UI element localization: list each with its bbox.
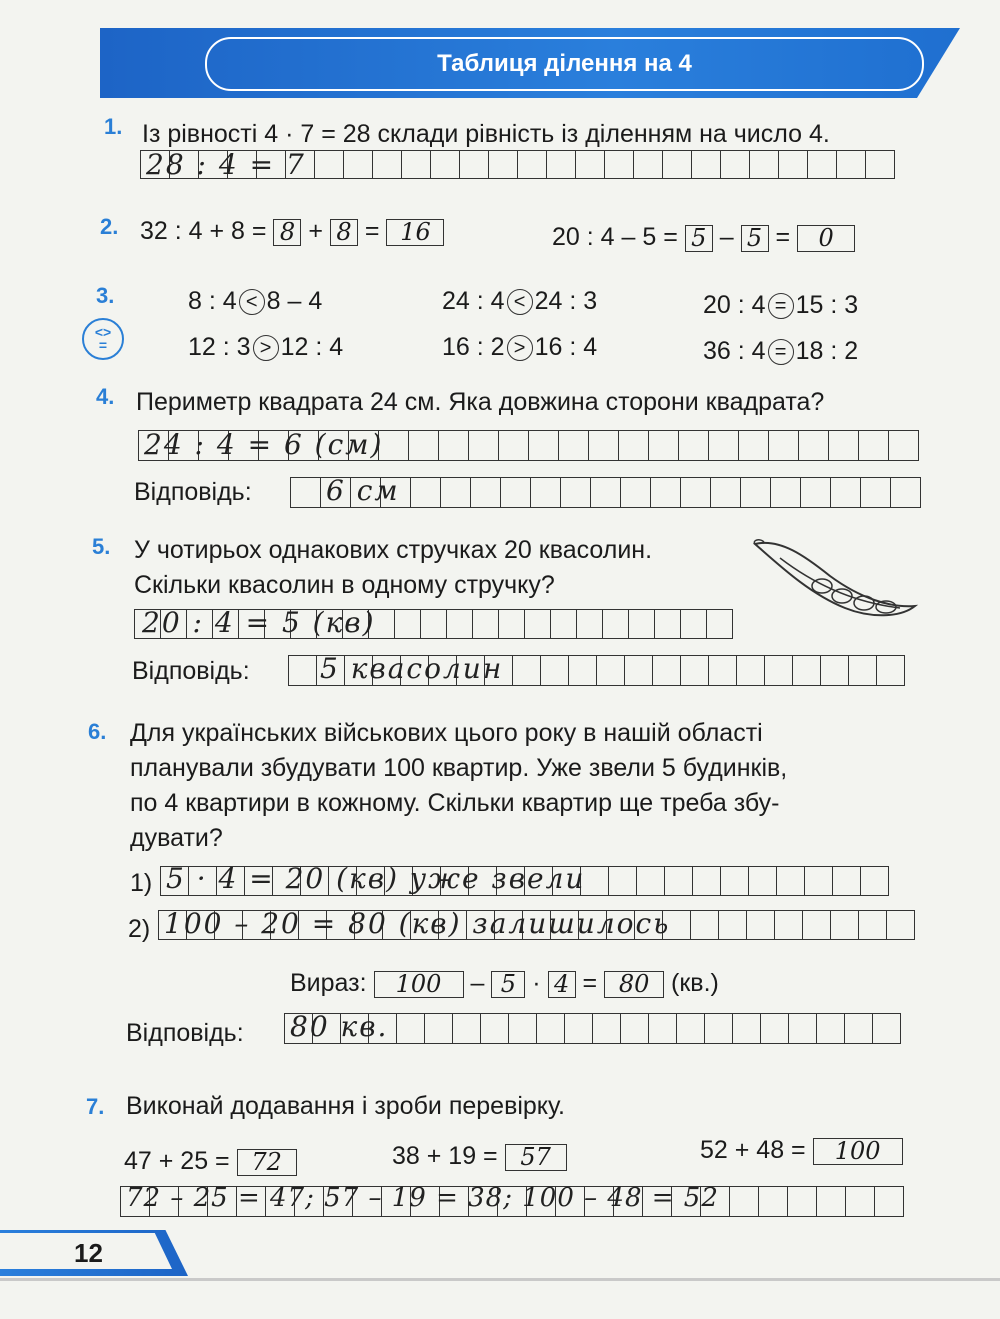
cmp-left: 16 : 2 xyxy=(442,333,505,361)
task-5-answer: 5 квасолин xyxy=(320,652,504,685)
cmp-left: 20 : 4 xyxy=(703,291,766,319)
task-2-b-box-2[interactable]: 5 xyxy=(741,225,769,252)
grid-cell[interactable] xyxy=(629,610,655,638)
grid-cell[interactable] xyxy=(805,867,833,895)
compare-sign[interactable]: = xyxy=(768,339,794,365)
task-3-number: 3. xyxy=(96,283,115,308)
answer-box[interactable]: 100 xyxy=(813,1138,903,1165)
grid-cell[interactable] xyxy=(692,151,721,178)
task-1-number: 1. xyxy=(104,114,123,139)
expr-text: 47 + 25 = xyxy=(124,1147,230,1175)
grid-cell[interactable] xyxy=(759,1187,788,1216)
task-6-answer-label: Відповідь: xyxy=(126,1019,244,1047)
grid-cell[interactable] xyxy=(861,867,889,895)
grid-cell[interactable] xyxy=(845,1014,873,1043)
grid-cell[interactable] xyxy=(681,610,707,638)
task-7-expr-1 xyxy=(124,1144,297,1178)
compare-sign[interactable]: < xyxy=(507,289,533,315)
grid-cell[interactable] xyxy=(509,1014,537,1043)
grid-cell[interactable] xyxy=(711,478,741,507)
task-2-a-box-2[interactable]: 8 xyxy=(330,219,358,246)
compare-icon-bottom: = xyxy=(98,337,108,353)
grid-cell[interactable] xyxy=(739,431,769,460)
grid-cell[interactable] xyxy=(559,431,589,460)
task-2-b-eq: = xyxy=(775,223,791,251)
bean-pod-icon xyxy=(750,536,920,626)
grid-cell[interactable] xyxy=(569,656,597,685)
task-2-b-box-3[interactable]: 0 xyxy=(797,225,855,252)
grid-cell[interactable] xyxy=(769,431,799,460)
task-6-expression xyxy=(290,966,719,1000)
expr-box-1[interactable]: 100 xyxy=(374,971,464,998)
grid-cell[interactable] xyxy=(460,151,489,178)
grid-cell[interactable] xyxy=(859,911,887,939)
grid-cell[interactable] xyxy=(803,911,831,939)
grid-cell[interactable] xyxy=(833,867,861,895)
grid-cell[interactable] xyxy=(691,911,719,939)
cmp-left: 12 : 3 xyxy=(188,333,251,361)
grid-cell[interactable] xyxy=(531,478,561,507)
grid-cell[interactable] xyxy=(733,1014,761,1043)
task-4-solution: 24 : 4 = 6 (см) xyxy=(144,428,384,461)
grid-cell[interactable] xyxy=(861,478,891,507)
grid-cell[interactable] xyxy=(634,151,663,178)
grid-cell[interactable] xyxy=(663,151,692,178)
compare-sign[interactable]: > xyxy=(507,335,533,361)
grid-cell[interactable] xyxy=(849,656,877,685)
grid-cell[interactable] xyxy=(589,431,619,460)
grid-cell[interactable] xyxy=(409,431,439,460)
grid-cell[interactable] xyxy=(469,431,499,460)
task-2-a-expr: 32 : 4 + 8 = xyxy=(140,217,267,245)
grid-cell[interactable] xyxy=(637,867,665,895)
task-6-line-2: планували збудувати 100 квартир. Уже звели 5 будинків, xyxy=(130,754,788,782)
grid-cell[interactable] xyxy=(447,610,473,638)
task-3-r1c3 xyxy=(703,288,858,322)
grid-cell[interactable] xyxy=(453,1014,481,1043)
cmp-right: 16 : 4 xyxy=(534,333,598,361)
grid-cell[interactable] xyxy=(873,1014,901,1043)
cmp-left: 24 : 4 xyxy=(442,287,505,315)
task-6-step-1: 5 · 4 = 20 (кв) уже звели xyxy=(166,862,586,895)
task-1-answer: 28 : 4 = 7 xyxy=(146,148,306,181)
grid-cell[interactable] xyxy=(529,431,559,460)
grid-cell[interactable] xyxy=(471,478,501,507)
grid-cell[interactable] xyxy=(597,656,625,685)
grid-cell[interactable] xyxy=(621,478,651,507)
grid-cell[interactable] xyxy=(649,431,679,460)
cmp-left: 36 : 4 xyxy=(703,337,766,365)
task-7-number: 7. xyxy=(86,1094,105,1119)
compare-icon-top: <> xyxy=(94,324,112,340)
grid-cell[interactable] xyxy=(291,478,321,507)
grid-cell[interactable] xyxy=(344,151,373,178)
grid-cell[interactable] xyxy=(315,151,344,178)
task-4-answer-label: Відповідь: xyxy=(134,478,252,506)
task-2-a-box-3[interactable]: 16 xyxy=(386,219,444,246)
cmp-left: 8 : 4 xyxy=(188,287,237,315)
grid-cell[interactable] xyxy=(441,478,471,507)
grid-cell[interactable] xyxy=(593,1014,621,1043)
grid-cell[interactable] xyxy=(513,656,541,685)
grid-cell[interactable] xyxy=(577,610,603,638)
grid-cell[interactable] xyxy=(808,151,837,178)
grid-cell[interactable] xyxy=(709,431,739,460)
grid-cell[interactable] xyxy=(821,656,849,685)
grid-cell[interactable] xyxy=(649,1014,677,1043)
task-6-number: 6. xyxy=(88,719,107,744)
grid-cell[interactable] xyxy=(518,151,547,178)
grid-cell[interactable] xyxy=(846,1187,875,1216)
grid-cell[interactable] xyxy=(681,656,709,685)
grid-cell[interactable] xyxy=(750,151,779,178)
grid-cell[interactable] xyxy=(779,151,808,178)
task-6-answer: 80 кв. xyxy=(290,1010,389,1043)
expr-op-2: · xyxy=(532,969,541,997)
cmp-right: 15 : 3 xyxy=(795,291,859,319)
expr-op-1: – xyxy=(470,969,485,997)
grid-cell[interactable] xyxy=(730,1187,759,1216)
task-2-b-op: – xyxy=(719,223,734,251)
grid-cell[interactable] xyxy=(817,1014,845,1043)
answer-box[interactable]: 57 xyxy=(505,1144,567,1171)
grid-cell[interactable] xyxy=(831,911,859,939)
task-6-line-4: дувати? xyxy=(130,824,223,852)
grid-cell[interactable] xyxy=(877,656,905,685)
task-7-expr-2 xyxy=(392,1139,567,1173)
grid-cell[interactable] xyxy=(489,151,518,178)
task-7-check: 72 – 25 = 47; 57 – 19 = 38; 100 – 48 = 52 xyxy=(126,1183,719,1213)
grid-cell[interactable] xyxy=(431,151,460,178)
grid-cell[interactable] xyxy=(547,151,576,178)
grid-cell[interactable] xyxy=(741,478,771,507)
grid-cell[interactable] xyxy=(525,610,551,638)
grid-cell[interactable] xyxy=(889,431,919,460)
grid-cell[interactable] xyxy=(651,478,681,507)
task-2-a-box-1[interactable]: 8 xyxy=(273,219,301,246)
bottom-divider xyxy=(0,1278,1000,1281)
grid-cell[interactable] xyxy=(721,151,750,178)
task-6-line-3: по 4 квартири в кожному. Скільки квартир ще треба збу- xyxy=(130,789,780,817)
grid-cell[interactable] xyxy=(707,610,733,638)
grid-cell[interactable] xyxy=(875,1187,904,1216)
grid-cell[interactable] xyxy=(719,911,747,939)
page-title: Таблиця ділення на 4 xyxy=(205,37,924,91)
grid-cell[interactable] xyxy=(761,1014,789,1043)
task-3-r1c2 xyxy=(442,284,597,318)
expr-eq: = xyxy=(582,969,598,997)
task-7-expr-3 xyxy=(700,1133,903,1167)
grid-cell[interactable] xyxy=(473,610,499,638)
task-5-answer-label: Відповідь: xyxy=(132,657,250,685)
task-3-r2c1 xyxy=(188,330,343,364)
grid-cell[interactable] xyxy=(771,478,801,507)
task-2-part-a xyxy=(140,214,444,248)
cmp-right: 18 : 2 xyxy=(795,337,859,365)
task-2-number: 2. xyxy=(100,214,119,239)
task-3-r1c1 xyxy=(188,284,322,318)
grid-cell[interactable] xyxy=(775,911,803,939)
task-2-part-b xyxy=(552,220,855,254)
grid-cell[interactable] xyxy=(576,151,605,178)
task-3-r2c3 xyxy=(703,334,858,368)
grid-cell[interactable] xyxy=(679,431,709,460)
grid-cell[interactable] xyxy=(693,867,721,895)
task-6-step-1-label: 1) xyxy=(130,869,153,897)
grid-cell[interactable] xyxy=(789,1014,817,1043)
compare-sign[interactable]: = xyxy=(768,293,794,319)
grid-cell[interactable] xyxy=(481,1014,509,1043)
cmp-right: 24 : 3 xyxy=(534,287,598,315)
grid-cell[interactable] xyxy=(799,431,829,460)
grid-cell[interactable] xyxy=(829,431,859,460)
task-6-step-2: 100 – 20 = 80 (кв) залишилось xyxy=(164,907,671,940)
task-2-a-op: + xyxy=(308,217,324,245)
task-2-b-expr: 20 : 4 – 5 = xyxy=(552,223,678,251)
grid-cell[interactable] xyxy=(749,867,777,895)
grid-cell[interactable] xyxy=(801,478,831,507)
task-6-line-1: Для українських військових цього року в нашій області xyxy=(130,719,763,747)
grid-cell[interactable] xyxy=(411,478,441,507)
grid-cell[interactable] xyxy=(561,478,591,507)
expr-box-2[interactable]: 5 xyxy=(491,971,525,998)
grid-cell[interactable] xyxy=(541,656,569,685)
task-3-r2c2 xyxy=(442,330,597,364)
grid-cell[interactable] xyxy=(439,431,469,460)
compare-sign[interactable]: > xyxy=(253,335,279,361)
expr-label: Вираз: xyxy=(290,969,367,997)
task-4-number: 4. xyxy=(96,384,115,409)
grid-cell[interactable] xyxy=(777,867,805,895)
grid-cell[interactable] xyxy=(565,1014,593,1043)
grid-cell[interactable] xyxy=(831,478,861,507)
grid-cell[interactable] xyxy=(859,431,889,460)
grid-cell[interactable] xyxy=(609,867,637,895)
grid-cell[interactable] xyxy=(788,1187,817,1216)
grid-cell[interactable] xyxy=(709,656,737,685)
grid-cell[interactable] xyxy=(665,867,693,895)
task-4-text: Периметр квадрата 24 см. Яка довжина сторони квадрата? xyxy=(136,388,825,416)
task-2-b-box-1[interactable]: 5 xyxy=(685,225,713,252)
grid-cell[interactable] xyxy=(705,1014,733,1043)
grid-cell[interactable] xyxy=(395,610,421,638)
grid-cell[interactable] xyxy=(681,478,711,507)
grid-cell[interactable] xyxy=(591,478,621,507)
grid-cell[interactable] xyxy=(891,478,921,507)
cmp-right: 12 : 4 xyxy=(280,333,344,361)
grid-cell[interactable] xyxy=(887,911,915,939)
expr-unit: (кв.) xyxy=(671,969,719,997)
expr-text: 52 + 48 = xyxy=(700,1136,806,1164)
task-4-answer: 6 см xyxy=(326,474,400,507)
compare-sign[interactable]: < xyxy=(239,289,265,315)
grid-cell[interactable] xyxy=(793,656,821,685)
grid-cell[interactable] xyxy=(425,1014,453,1043)
task-5-line-2: Скільки квасолин в одному стручку? xyxy=(134,571,555,599)
grid-cell[interactable] xyxy=(603,610,629,638)
expr-box-3[interactable]: 4 xyxy=(548,971,576,998)
page-number: 12 xyxy=(74,1238,103,1268)
cmp-right: 8 – 4 xyxy=(266,287,323,315)
compare-icon xyxy=(82,318,124,360)
answer-box[interactable]: 72 xyxy=(237,1149,297,1176)
task-1-text: Із рівності 4 · 7 = 28 склади рівність із діленням на число 4. xyxy=(142,120,830,148)
grid-cell[interactable] xyxy=(747,911,775,939)
expr-box-4[interactable]: 80 xyxy=(604,971,664,998)
grid-cell[interactable] xyxy=(551,610,577,638)
task-5-number: 5. xyxy=(92,534,111,559)
grid-cell[interactable] xyxy=(501,478,531,507)
grid-cell[interactable] xyxy=(499,610,525,638)
grid-cell[interactable] xyxy=(677,1014,705,1043)
grid-cell[interactable] xyxy=(499,431,529,460)
grid-cell[interactable] xyxy=(421,610,447,638)
grid-cell[interactable] xyxy=(837,151,866,178)
grid-cell[interactable] xyxy=(817,1187,846,1216)
grid-cell[interactable] xyxy=(289,656,317,685)
grid-cell[interactable] xyxy=(537,1014,565,1043)
grid-cell[interactable] xyxy=(373,151,402,178)
grid-cell[interactable] xyxy=(619,431,649,460)
task-6-step-2-label: 2) xyxy=(128,915,151,943)
grid-cell[interactable] xyxy=(625,656,653,685)
expr-text: 38 + 19 = xyxy=(392,1142,498,1170)
grid-cell[interactable] xyxy=(866,151,895,178)
task-7-text: Виконай додавання і зроби перевірку. xyxy=(126,1092,565,1120)
grid-cell[interactable] xyxy=(655,610,681,638)
grid-cell[interactable] xyxy=(721,867,749,895)
grid-cell[interactable] xyxy=(379,431,409,460)
grid-cell[interactable] xyxy=(605,151,634,178)
grid-cell[interactable] xyxy=(621,1014,649,1043)
grid-cell[interactable] xyxy=(402,151,431,178)
grid-cell[interactable] xyxy=(737,656,765,685)
task-5-solution: 20 : 4 = 5 (кв) xyxy=(142,606,376,639)
grid-cell[interactable] xyxy=(653,656,681,685)
task-2-a-eq: = xyxy=(364,217,380,245)
grid-cell[interactable] xyxy=(765,656,793,685)
grid-cell[interactable] xyxy=(397,1014,425,1043)
task-5-line-1: У чотирьох однакових стручках 20 квасолин. xyxy=(134,536,653,564)
